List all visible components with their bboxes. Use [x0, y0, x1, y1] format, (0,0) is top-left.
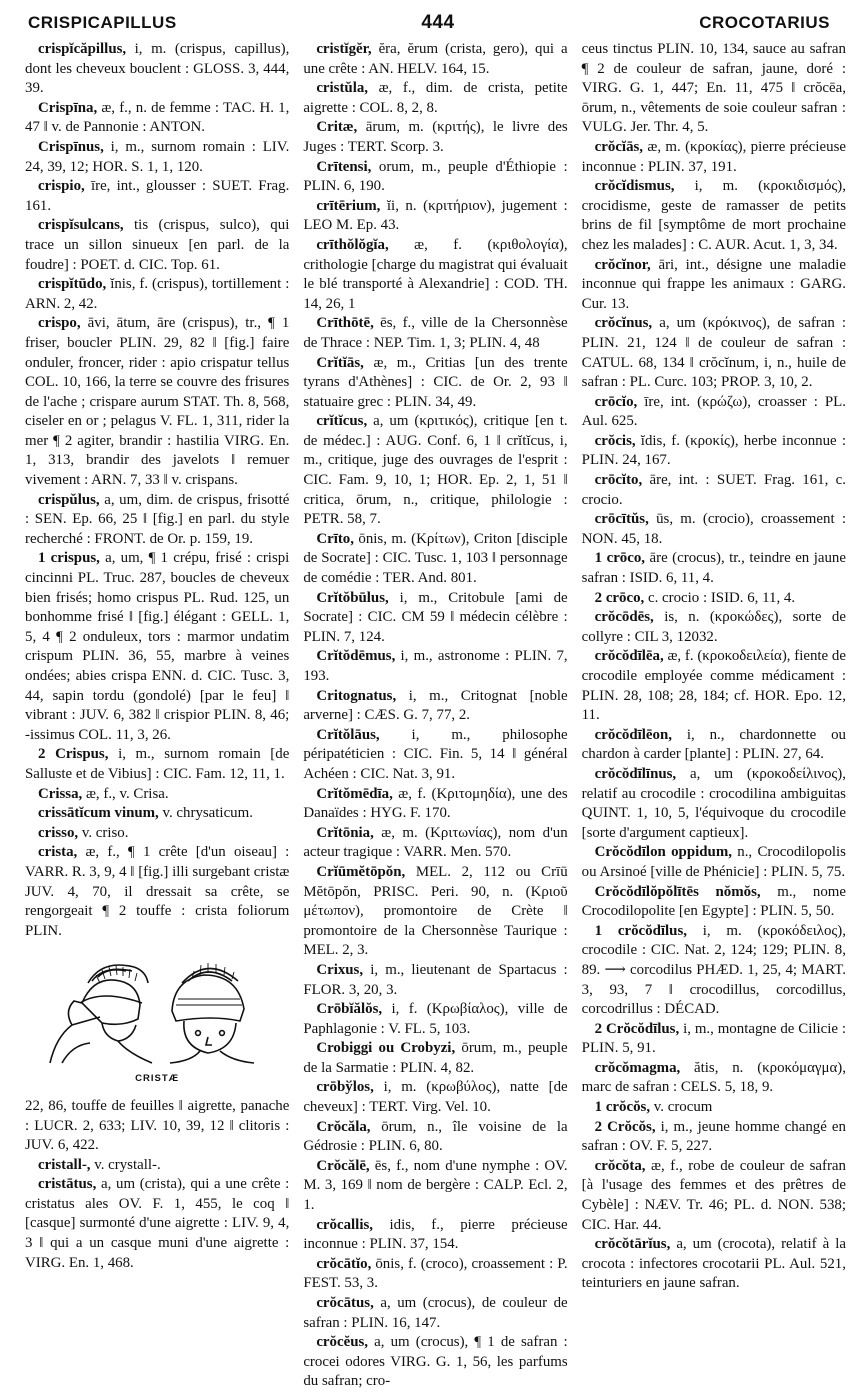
definition: ārum, m. (κριτής), le livre des Juges : TERT. Scorp. 3.: [303, 119, 568, 155]
headword: crispŭlus,: [38, 491, 100, 508]
entry: [582, 1157, 846, 1235]
headword: Crĭtŏbūlus,: [316, 589, 389, 606]
dictionary-columns: [25, 40, 846, 1390]
entry: [582, 1235, 846, 1294]
definition: a, um (κροκοδείλινος), relatif au crocodile : crocodilina ambiguitas QUINT. 1, 10, 5, l'équivoque du crocodile [sorte d'argument captieux].: [581, 765, 846, 841]
entry: [582, 589, 846, 609]
headword: Crīto,: [316, 530, 354, 547]
headword: 1 crispus,: [38, 550, 100, 567]
entry: [582, 256, 846, 315]
definition: a, um (crocus), de couleur de safran : PLIN. 16, 147.: [303, 1295, 568, 1331]
headword: crispo,: [38, 315, 81, 332]
definition: m., nome Crocodilopolite [en Egypte] : PLIN. 5, 50.: [581, 883, 846, 920]
headword: 2 Crispus,: [38, 746, 109, 763]
entry: [582, 510, 846, 549]
definition: ĭi, n. (κριτήριον), jugement : LEO M. Ep. 43.: [303, 197, 568, 234]
entry: [25, 40, 289, 99]
definition: æ, f. (Κριτομηδία), une des Danaïdes : HYG. F. 170.: [303, 785, 568, 822]
definition: āri, int., désigne une maladie inconnue qui frappe les animaux : GARG. Cur. 13.: [581, 256, 846, 312]
definition: i, m., jeune homme changé en safran : OV. F. 5, 227.: [581, 1118, 846, 1155]
entry: [582, 177, 846, 255]
definition: is, n. (κροκώδες), sorte de collyre : CIL 3, 12032.: [581, 609, 846, 645]
headword: cristĭgĕr,: [316, 41, 372, 57]
entry: [25, 824, 289, 844]
headword: Crŏcŏdīlŏpŏlītēs nŏmŏs,: [594, 883, 761, 900]
helmet-engravings-icon: [42, 953, 272, 1065]
definition: i, m., Critobule [ami de Socrate] : CIC. CM 59 ‖ médecin célèbre : PLIN. 7, 124.: [303, 589, 568, 645]
entry: [25, 745, 289, 784]
headword: crĭtĭcus,: [316, 413, 368, 430]
definition: āvi, ātum, āre (crispus), tr., ¶ 1 friser, boucler PLIN. 29, 82 ‖ [fig.] faire onduler, froncer, rider : apio crispatur tellus COL. 10, 166, la terre se couvre des frisures de l'ache ; crispare aurum STAT. Th. 8, 568, ciseler en or ; pelagus V. FL. 1, 311, rider la mer ¶ 2 agiter, brandir : hastilia VIRG. En. 1, 313, brandir des javelots ‖ remuer vivement : ARN. 7, 33 ‖ v. crispans.: [25, 315, 290, 489]
definition: āre, int. : SUET. Frag. 161, c. crocio.: [581, 472, 846, 508]
headword: Crispīnus,: [38, 138, 104, 155]
definition: MEL. 2, 112 ou Crīū Mĕtōpŏn, PRISC. Peri. 90, n. (Κριοῦ μέτωπον), promontoire de Crète ‖ promontoire de la Chersonnèse Taurique : MEL. 2, 3.: [303, 863, 568, 959]
headword: Crĭtŏlāus,: [316, 726, 380, 743]
headword: Crīthōtē,: [316, 315, 374, 332]
entry: [303, 530, 567, 589]
definition: a, um (crocus), ¶ 1 de safran : crocei odores VIRG. G. 1, 56, les parfums du safran; cro-: [303, 1334, 568, 1390]
entry: [25, 99, 289, 138]
entry: [303, 824, 567, 863]
definition: i, m., Critognat [noble arverne] : CÆS. G. 7, 77, 2.: [303, 687, 568, 724]
entry: [303, 589, 567, 648]
definition: i, m., surnom romain : LIV. 24, 39, 12; HOR. S. 1, 1, 120.: [25, 138, 290, 175]
definition: c. crocio : ISID. 6, 11, 4.: [644, 589, 796, 606]
entry: [303, 785, 567, 824]
page-number: 444: [421, 12, 455, 33]
headword: Crispīna,: [38, 99, 98, 116]
entry: [303, 40, 567, 79]
entry: [25, 314, 289, 490]
headword: crŏcis,: [594, 432, 636, 449]
definition: i, m., philosophe péripatéticien : CIC. Fin. 5, 14 ‖ général Achéen : CIC. Nat. 3, 91.: [303, 726, 568, 782]
entry: [303, 863, 567, 961]
entry: [303, 1157, 567, 1216]
entry: [303, 236, 567, 314]
definition: i, m., surnom romain [de Salluste et de Vibius] : CIC. Fam. 12, 11, 1.: [25, 746, 290, 782]
entry: [303, 118, 567, 157]
headword: crispĭcăpillus,: [38, 41, 127, 57]
definition: orum, m., peuple d'Éthiopie : PLIN. 6, 190.: [303, 158, 568, 195]
entry: [582, 647, 846, 725]
illustration-caption: CRISTÆ: [135, 1073, 180, 1085]
headword: crispio,: [38, 178, 85, 195]
headword: crispĭtūdo,: [38, 276, 107, 293]
entry: [303, 1255, 567, 1294]
definition: n., Crocodilopolis ou Arsinoé [ville de Phénicie] : PLIN. 5, 75.: [581, 844, 846, 880]
headword: crŏcĭdismus,: [594, 178, 675, 195]
entry: [582, 883, 846, 922]
headword: 1 crōco,: [594, 550, 646, 567]
entry: [582, 765, 846, 843]
definition: i, f. (Κρωβίαλος), ville de Paphlagonie : V. FL. 5, 103.: [303, 1001, 568, 1037]
definition: i, m., astronome : PLIN. 7, 193.: [303, 648, 568, 684]
headword: crissātĭcum vinum,: [38, 805, 159, 822]
headword: 2 Crŏcŏs,: [594, 1118, 656, 1135]
entry: [303, 1294, 567, 1333]
headword: crŏcātus,: [316, 1295, 374, 1311]
definition: ōrum, n., île voisine de la Gédrosie : PLIN. 6, 80.: [303, 1118, 568, 1155]
definition: i, m., montagne de Cilicie : PLIN. 5, 91.: [581, 1020, 846, 1057]
headword: crŏcŏtārĭus,: [594, 1236, 671, 1253]
definition: v. chrysaticum.: [158, 805, 253, 822]
definition: v. crystall-.: [90, 1156, 161, 1173]
column-2: [303, 40, 568, 1390]
headword: crītērium,: [316, 197, 381, 214]
headword: cristŭla,: [316, 80, 369, 97]
definition: æ, f., dim. de crista, petite aigrette : COL. 8, 2, 8.: [303, 80, 568, 116]
headword: crōbўlos,: [316, 1079, 374, 1096]
entry: [25, 1175, 289, 1273]
entry: [303, 158, 567, 197]
entry: [25, 138, 289, 177]
definition: a, um (crista), qui a une crête : cristatus ales OV. F. 1, 455, le coq ‖ [casque] surmonté d'une aigrette : LIV. 9, 4, 3 ‖ qui a un casque muni d'une aigrette : VIRG. En. 1, 468.: [25, 1176, 290, 1271]
headword: crŏcōdēs,: [594, 609, 654, 626]
definition: īre, int., glousser : SUET. Frag. 161.: [25, 178, 290, 214]
definition: a, um, dim. de crispus, frisotté : SEN. Ep. 66, 25 ‖ [fig.] en parl. du style recherché : FRONT. de Or. p. 159, 19.: [25, 491, 290, 547]
entry: [25, 491, 289, 550]
entry: [303, 1078, 567, 1117]
headword: Crixus,: [316, 961, 364, 978]
headword: Crobiggi ou Crobyzi,: [316, 1040, 456, 1057]
definition: tis (crispus, sulco), qui trace un sillon sinueux [en parl. de la foudre] : POET. d. CIC. Top. 61.: [25, 217, 290, 273]
headword: crista,: [38, 844, 78, 861]
definition: ēs, f., ville de la Chersonnèse de Thrace : NEP. Tim. 1, 3; PLIN. 4, 48: [303, 315, 568, 351]
headword: 1 crŏcŏdīlus,: [594, 922, 687, 939]
headword: Crŏcŏdīlon oppidum,: [594, 844, 732, 861]
definition: ōnis, m. (Κρίτων), Criton [disciple de Socrate] : CIC. Tusc. 1, 103 ‖ personnage de comédie : TER. And. 801.: [303, 530, 568, 587]
entry: [582, 138, 846, 177]
headword: crŏcĭās,: [594, 138, 644, 155]
definition: v. criso.: [78, 824, 129, 841]
entry: [25, 216, 289, 275]
entry: [303, 1216, 567, 1255]
definition: i, n., chardonnette ou chardon à carder [plante] : PLIN. 27, 64.: [581, 726, 846, 763]
entry: [25, 1156, 289, 1176]
headword: crŏcĭnus,: [594, 315, 653, 332]
headword: crŏcātĭo,: [316, 1255, 372, 1272]
entry: [582, 471, 846, 510]
headword: crōcĭto,: [594, 472, 643, 489]
headword: crŏcŏmagma,: [594, 1059, 681, 1076]
definition: a, um (crocota), relatif à la crocota : infectores crocotarii PL. Aul. 521, teinturiers en jaune safran.: [581, 1236, 846, 1292]
right-guide-word: CROCOTARIUS: [699, 13, 830, 32]
headword: 2 crōco,: [594, 589, 645, 606]
entry: [582, 432, 846, 471]
entry: [25, 785, 289, 805]
entry: [582, 922, 846, 1020]
entry: [25, 804, 289, 824]
entry: [25, 275, 289, 314]
entry-continuation: ceus tinctus PLIN. 10, 134, sauce au safran ¶ 2 de couleur de safran, jaune, doré : VIRG. G. 1, 447; En. 11, 475 ‖ crŏcēa, ōrum, n., vêtements de soie couleur safran : VULG. Jer. Thr. 4, 5.: [581, 41, 846, 136]
definition: īre, int. (κρώζω), croasser : PL. Aul. 625.: [581, 393, 846, 430]
definition: i, m., lieutenant de Spartacus : FLOR. 3, 20, 3.: [303, 961, 568, 998]
entry: [25, 843, 289, 941]
headword: crŏcŏdīlēa,: [594, 648, 664, 665]
headword: crīthŏlŏgĭa,: [316, 236, 389, 253]
column-1: [25, 40, 289, 1362]
entry: [303, 314, 567, 353]
headword: Crŏcălē,: [316, 1157, 370, 1174]
entry-continuation: 22, 86, touffe de feuilles ‖ aigrette, panache : LUCR. 2, 633; LIV. 10, 39, 12 ‖ clitoris : JUV. 6, 422.: [25, 1097, 290, 1154]
headword: crŏcŏdīlīnus,: [594, 765, 677, 782]
headword: crōcītŭs,: [594, 511, 649, 528]
headword: crŏcallis,: [316, 1216, 373, 1233]
entry: [303, 726, 567, 785]
definition: æ, f., v. Crisa.: [82, 785, 169, 802]
definition: a, um (κριτικός), critique [en t. de médec.] : AUG. Conf. 6, 1 ‖ crĭtĭcus, i, m., critique, juge des ouvrages de l'esprit : CIC. Fam. 9, 10, 1; HOR. Ep. 2, 1, 51 ‖ critica, ōrum, n., critique, philologie : PETR. 58, 7.: [303, 413, 568, 528]
headword: cristall-,: [38, 1156, 91, 1173]
entry: [582, 1059, 846, 1098]
entry: [303, 1039, 567, 1078]
definition: æ, f. (κροκοδειλεία), fiente de crocodile employée comme médicament : PLIN. 28, 108; 28, 184; cf. HOR. Epo. 12, 11.: [581, 648, 846, 724]
definition: āre (crocus), tr., teindre en jaune safran : ISID. 6, 11, 4.: [581, 550, 846, 587]
entry: [303, 647, 567, 686]
definition: a, um (κρόκινος), de safran : PLIN. 21, 124 ‖ de couleur de safran : CATUL. 68, 134 ‖ crŏcĭnum, i, n., huile de safran : PL. Curc. 103; PROP. 3, 10, 2.: [581, 315, 846, 391]
definition: ōrum, m., peuple de la Sarmatie : PLIN. 4, 82.: [303, 1040, 568, 1076]
headword: cristātus,: [38, 1176, 97, 1193]
headword: crŏcŏta,: [594, 1157, 646, 1174]
headword: crŏcŏdīlēon,: [594, 726, 672, 743]
headword: Crĭtōnia,: [316, 824, 374, 841]
cristae-illustration: [25, 953, 289, 1065]
entry: [303, 1000, 567, 1039]
entry: [303, 197, 567, 236]
headword: Crĭūmĕtōpŏn,: [316, 863, 406, 880]
column-3: [582, 40, 846, 1362]
definition: i, m. (crispus, capillus), dont les cheveux bouclent : GLOSS. 3, 444, 39.: [25, 41, 290, 97]
definition: i, m. (κρωβύλος), natte [de cheveux] : TERT. Virg. Vel. 10.: [303, 1079, 568, 1116]
entry: [582, 608, 846, 647]
entry: [582, 1020, 846, 1059]
headword: Crĭtĭās,: [316, 354, 364, 371]
headword: crispĭsulcans,: [38, 217, 124, 234]
entry: [303, 1333, 567, 1392]
headword: crisso,: [38, 824, 79, 841]
entry: [303, 412, 567, 530]
entry: [25, 177, 289, 216]
entry: [303, 79, 567, 118]
definition: æ, m., Critias [un des trente tyrans d'Athènes] : CIC. de Or. 2, 93 ‖ statuaire grec : PLIN. 34, 49.: [303, 354, 568, 410]
entry: [582, 1098, 846, 1118]
headword: 1 crŏcŏs,: [594, 1099, 651, 1116]
headword: Crissa,: [38, 785, 83, 802]
entry: [303, 354, 567, 413]
headword: 2 Crŏcŏdīlus,: [594, 1020, 680, 1037]
definition: ōnis, f. (croco), croassement : P. FEST. 53, 3.: [303, 1255, 568, 1292]
definition: ūs, m. (crocio), croassement : NON. 45, 18.: [581, 511, 846, 547]
headword: crŏcĭnor,: [594, 256, 651, 273]
entry: [582, 314, 846, 392]
definition: ĭnis, f. (crispus), tortillement : ARN. 2, 42.: [25, 276, 290, 312]
definition: ĕra, ĕrum (crista, gero), qui a une crête : AN. HELV. 164, 15.: [303, 41, 568, 77]
definition: ătis, n. (κροκόμαγμα), marc de safran : CELS. 5, 18, 9.: [581, 1059, 846, 1096]
definition: ĭdis, f. (κροκίς), herbe inconnue : PLIN. 24, 167.: [581, 432, 846, 469]
definition: ēs, f., nom d'une nymphe : OV. M. 3, 169 ‖ nom de bergère : CALP. Ecl. 2, 1.: [303, 1157, 568, 1214]
left-guide-word: CRISPICAPILLUS: [28, 13, 177, 32]
definition: æ, m. (Κριτωνίας), nom d'un acteur tragique : VARR. Men. 570.: [303, 824, 568, 861]
definition: æ, m. (κροκίας), pierre précieuse inconnue : PLIN. 37, 191.: [581, 138, 846, 175]
headword: Crōbĭălŏs,: [316, 1001, 383, 1018]
entry: [582, 393, 846, 432]
entry: [582, 549, 846, 588]
definition: idis, f., pierre précieuse inconnue : PLIN. 37, 154.: [303, 1216, 568, 1253]
definition: i, m. (κροκιδισμός), crocidisme, geste de ramasser de petits brins de fil [symptôme de mort prochaine chez les malades] : C. AUR. Acut. 1, 3, 34.: [581, 178, 846, 253]
headword: Critognatus,: [316, 687, 397, 704]
definition: æ, f., ¶ 1 crête [d'un oiseau] : VARR. R. 3, 9, 4 ‖ [fig.] illi surgebant cristæ JUV. 4, 70, il dressait sa crête, se rengorgeait ¶ 2 touffe : crista foliorum PLIN.: [25, 844, 290, 939]
definition: æ, f., robe de couleur de safran [à l'usage des femmes et des prêtres de Cybèle] : NÆV. Tr. 46; PL. d. NON. 538; CIC. Har. 44.: [581, 1157, 846, 1233]
entry: [582, 843, 846, 882]
headword: Crĭtŏmēdīa,: [316, 785, 393, 802]
entry: [303, 961, 567, 1000]
headword: crōcĭo,: [594, 393, 638, 410]
headword: Critæ,: [316, 119, 358, 136]
definition: a, um, ¶ 1 crépu, frisé : crispi cincinni PL. Truc. 287, boucles de cheveux bien frisés; homo crispus PL. Rud. 125, un bonhomme frisé ‖ [fig.] élégant : GELL. 1, 5, 4 ¶ 2 onduleux, tors : marmor undatim crispum PLIN. 36, 55, marbre à veines ondées; abies crispa ENN. d. CIC. Tusc. 3, 44, sapin tordu (gondolé) [par le feu] ‖ vibrant : JUV. 6, 382 ‖ crispior PLIN. 8, 46; -issimus COL. 11, 3, 26.: [25, 550, 290, 743]
definition: æ, f. (κριθολογία), crithologie [charge du magistrat qui évaluait le blé transporté à Alexandrie] : COD. TH. 14, 26, 1: [303, 236, 568, 312]
definition: æ, f., n. de femme : TAC. H. 1, 47 ‖ v. de Pannonie : ANTON.: [25, 99, 290, 136]
definition: v. crocum: [650, 1099, 713, 1116]
entry: [582, 1118, 846, 1157]
headword: Crŏcăla,: [316, 1118, 371, 1135]
headword: crŏcĕus,: [316, 1334, 369, 1351]
entry: [582, 726, 846, 765]
entry: [25, 549, 289, 745]
page-header: [28, 12, 830, 38]
definition: i, m. (κροκόδειλος), crocodile : CIC. Nat. 2, 124; 129; PLIN. 8, 89. ⟶ corcodilus PHÆD. 1, 25, 4; MART. 3, 93, 7 ‖ crocodillus, corcodillus, corcodrillus : DÉCAD.: [581, 922, 846, 1018]
headword: Crĭtŏdēmus,: [316, 648, 396, 665]
headword: Crītensi,: [316, 158, 372, 175]
entry: [303, 687, 567, 726]
entry: [303, 1118, 567, 1157]
